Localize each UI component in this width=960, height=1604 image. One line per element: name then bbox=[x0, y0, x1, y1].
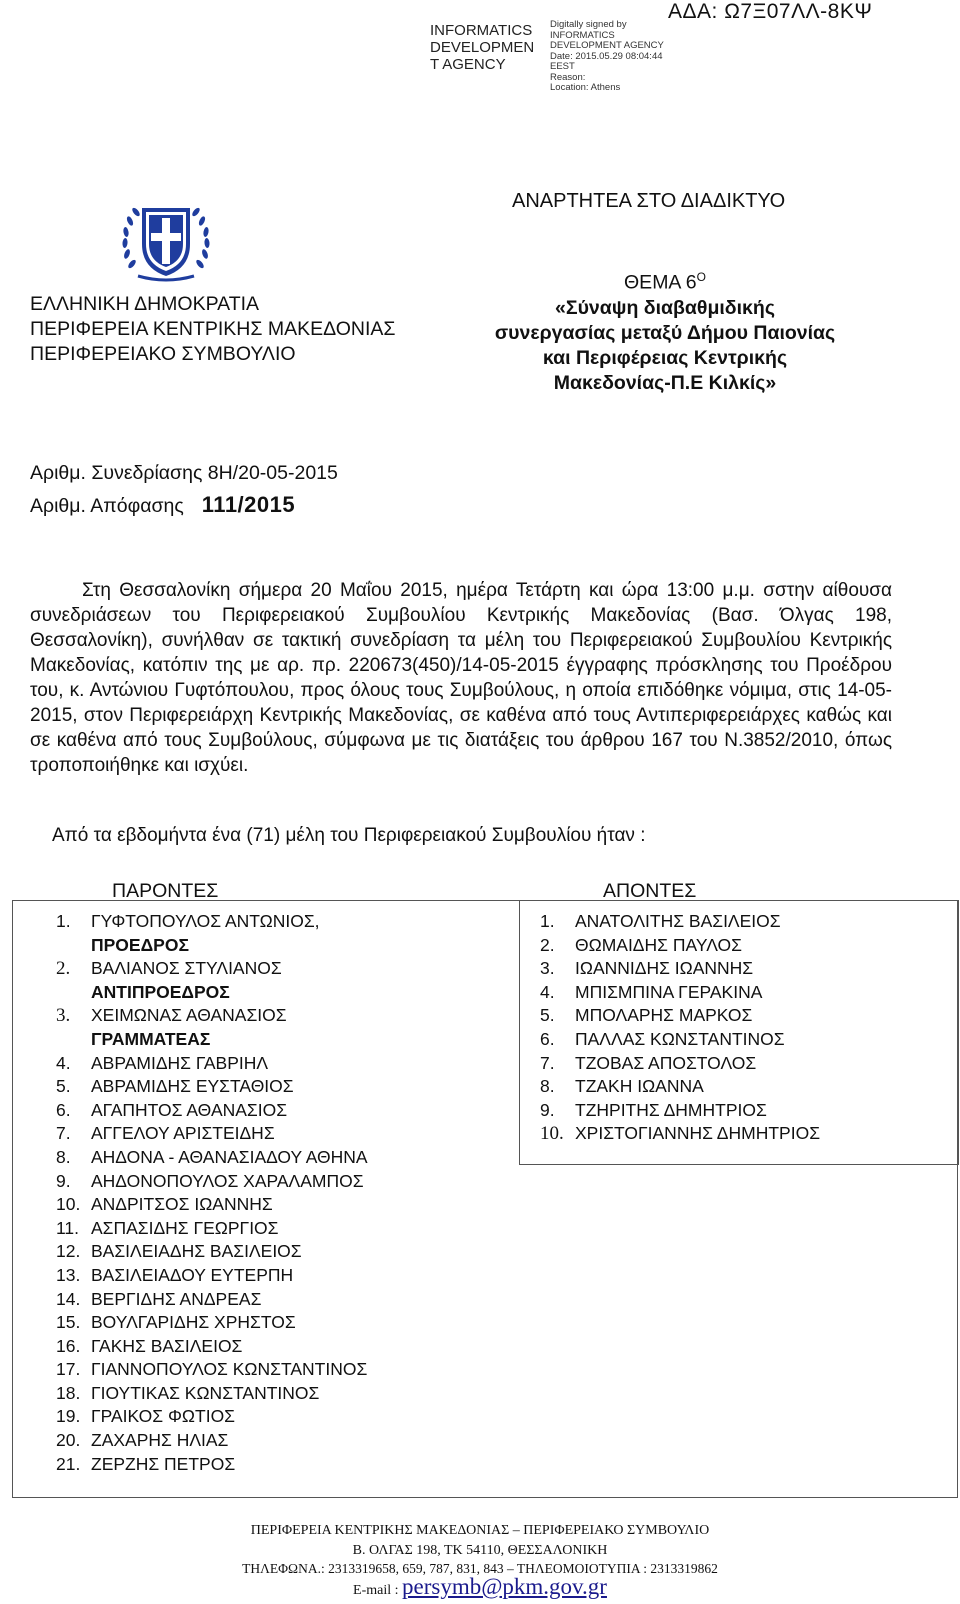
issuing-authority bbox=[30, 292, 395, 367]
member-name: ΑΒΡΑΜΙΔΗΣ ΓΑΒΡΙΗΛ bbox=[91, 1052, 269, 1073]
member-number: 10. bbox=[56, 1194, 81, 1215]
signature-details bbox=[550, 20, 685, 94]
present-member bbox=[56, 1004, 368, 1028]
decision-label: Αριθμ. Απόφασης bbox=[30, 495, 184, 517]
member-number: 15. bbox=[56, 1312, 81, 1333]
signature-detail-line: Digitally signed by bbox=[550, 19, 627, 30]
absent-member bbox=[540, 981, 820, 1005]
signature-name-line: INFORMATICS bbox=[430, 22, 533, 39]
present-member bbox=[56, 1170, 368, 1194]
present-member bbox=[56, 1288, 368, 1312]
present-member bbox=[56, 1335, 368, 1359]
absent-member bbox=[540, 1028, 820, 1052]
member-name: ΑΒΡΑΜΙΔΗΣ ΕΥΣΤΑΘΙΟΣ bbox=[91, 1076, 294, 1097]
member-number: 9. bbox=[540, 1099, 555, 1120]
member-name: ΓΑΚΗΣ ΒΑΣΙΛΕΙΟΣ bbox=[91, 1335, 243, 1356]
member-number: 2. bbox=[56, 958, 71, 980]
signature-detail-line: Date: 2015.05.29 08:04:44 bbox=[550, 50, 663, 62]
subject-title-line: συνεργασίας μεταξύ Δήμου Παιονίας bbox=[494, 321, 836, 344]
decision-meta bbox=[30, 458, 338, 522]
intro-text: Στη Θεσσαλονίκη σήμερα 20 Μαΐου 2015, ημέρα Τετάρτη και ώρα 13:00 μ.μ. σστην αίθουσα συνεδριάσεων του Περιφερειακού Συμβουλίου Κεντρικής Μακεδονίας (Βασ. Όλγας 198, Θεσσαλονίκη), συνήλθαν σε τακτική συνεδρίαση τα μέλη του Περιφερειακού Συμβουλίου Κεντρικής Μακεδονίας, κατόπιν της με αρ. πρ. 220673(450)/14-05-2015 έγγραφης πρόσκλησης του Προέδρου του, κ. Αντώνιου Γυφτόπουλου, προς όλους τους Συμβούλους, η οποία επιδόθηκε νόμιμα, στις 14-05-2015, στον Περιφερειάρχη Κεντρικής Μακεδονίας, σε καθένα από τους Αντιπεριφερειάρχες καθώς και σε καθένα από τους Συμβούλους, σύμφωνα με τις διατάξεις του άρθρου 167 του Ν.3852/2010, όπως τροποποιήθηκε και ισχύει. bbox=[30, 580, 892, 776]
absent-member bbox=[540, 1099, 820, 1123]
subject-title-line: «Σύναψη διαβαθμιδικής bbox=[555, 296, 775, 319]
absent-member bbox=[540, 910, 820, 934]
subject-title-line: Μακεδονίας-Π.Ε Κιλκίς» bbox=[553, 371, 777, 394]
member-name: ΧΡΙΣΤΟΓΙΑΝΝΗΣ ΔΗΜΗΤΡΙΟΣ bbox=[575, 1123, 821, 1144]
absent-member bbox=[540, 1122, 820, 1146]
authority-line: ΕΛΛΗΝΙΚΗ ΔΗΜΟΚΡΑΤΙΑ bbox=[30, 293, 260, 315]
post-notice: ΑΝΑΡΤΗΤΕΑ ΣΤΟ ΔΙΑΔΙΚΤΥΟ bbox=[512, 190, 786, 212]
member-number: 3. bbox=[56, 1005, 71, 1027]
member-name: ΑΗΔΟΝΟΠΟΥΛΟΣ ΧΑΡΑΛΑΜΠΟΣ bbox=[91, 1170, 364, 1191]
present-member bbox=[56, 1382, 368, 1406]
member-number: 8. bbox=[56, 1146, 71, 1167]
member-number: 14. bbox=[56, 1288, 81, 1309]
present-member bbox=[56, 1122, 368, 1146]
present-member bbox=[56, 957, 368, 981]
signature-detail-line: EEST bbox=[550, 61, 575, 72]
email-link[interactable]: persymb@pkm.gov.gr bbox=[402, 1574, 607, 1599]
intro-paragraph bbox=[30, 578, 892, 778]
member-number: 4. bbox=[56, 1052, 71, 1073]
member-number: 4. bbox=[540, 981, 555, 1002]
member-name: ΑΝΔΡΙΤΣΟΣ ΙΩΑΝΝΗΣ bbox=[91, 1194, 273, 1215]
signature-detail-line: DEVELOPMENT AGENCY bbox=[550, 40, 664, 51]
member-name: ΒΑΣΙΛΕΙΑΔΟΥ ΕΥΤΕΡΠΗ bbox=[91, 1264, 294, 1285]
signature-name-line: DEVELOPMEN bbox=[430, 39, 535, 56]
absent-member bbox=[540, 934, 820, 958]
member-name: ΓΥΦΤΟΠΟΥΛΟΣ ΑΝΤΩΝΙΟΣ, bbox=[91, 911, 320, 931]
present-member bbox=[56, 1075, 368, 1099]
present-member bbox=[56, 1405, 368, 1429]
member-number: 11. bbox=[56, 1217, 80, 1238]
member-name: ΤΖΗΡΙΤΗΣ ΔΗΜΗΤΡΙΟΣ bbox=[575, 1099, 767, 1120]
present-header: ΠΑΡΟΝΤΕΣ bbox=[112, 880, 219, 902]
signature-detail-line: Reason: bbox=[550, 71, 586, 83]
present-list bbox=[56, 910, 368, 1476]
member-number: 21. bbox=[56, 1453, 81, 1474]
member-name: ΖΕΡΖΗΣ ΠΕΤΡΟΣ bbox=[91, 1453, 236, 1474]
absent-member bbox=[540, 1075, 820, 1099]
member-name: ΜΠΙΣΜΠΙΝΑ ΓΕΡΑΚΙΝΑ bbox=[575, 981, 763, 1002]
member-number: 1. bbox=[56, 911, 71, 931]
subject-theme-label: ΘΕΜΑ 6 bbox=[624, 271, 697, 294]
absent-member bbox=[540, 957, 820, 981]
member-name: ΤΖΟΒΑΣ ΑΠΟΣΤΟΛΟΣ bbox=[575, 1052, 757, 1073]
member-name: ΒΑΣΙΛΕΙΑΔΗΣ ΒΑΣΙΛΕΙΟΣ bbox=[91, 1241, 302, 1262]
member-number: 18. bbox=[56, 1382, 81, 1403]
footer-address: Β. ΟΛΓΑΣ 198, ΤΚ 54110, ΘΕΣΣΑΛΟΝΙΚΗ bbox=[352, 1543, 608, 1558]
member-name: ΑΓΑΠΗΤΟΣ ΑΘΑΝΑΣΙΟΣ bbox=[91, 1099, 288, 1120]
ada-code: ΑΔΑ: Ω7Ξ07ΛΛ-8ΚΨ bbox=[668, 0, 873, 23]
present-member bbox=[56, 1311, 368, 1335]
member-number: 1. bbox=[540, 911, 555, 931]
subject-block bbox=[466, 265, 864, 396]
present-member bbox=[56, 1052, 368, 1076]
greek-emblem-icon bbox=[116, 194, 216, 286]
present-member bbox=[56, 1217, 368, 1241]
member-name: ΑΝΑΤΟΛΙΤΗΣ ΒΑΣΙΛΕΙΟΣ bbox=[575, 911, 781, 931]
present-member bbox=[56, 1264, 368, 1288]
member-name: ΠΑΛΛΑΣ ΚΩΝΣΤΑΝΤΙΝΟΣ bbox=[575, 1028, 785, 1049]
absent-member bbox=[540, 1052, 820, 1076]
member-number: 19. bbox=[56, 1406, 81, 1427]
member-number: 6. bbox=[56, 1099, 71, 1120]
present-member bbox=[56, 1358, 368, 1382]
member-number: 10. bbox=[540, 1123, 564, 1145]
authority-line: ΠΕΡΙΦΕΡΕΙΑ ΚΕΝΤΡΙΚΗΣ ΜΑΚΕΔΟΝΙΑΣ bbox=[30, 318, 396, 340]
decision-number: 111/2015 bbox=[201, 492, 296, 517]
member-number: 3. bbox=[540, 958, 555, 979]
email-label: E-mail : bbox=[353, 1583, 399, 1598]
members-count-line: Από τα εβδομήντα ένα (71) μέλη του Περιφερειακού Συμβουλίου ήταν : bbox=[52, 825, 646, 846]
member-number: 6. bbox=[540, 1028, 555, 1049]
member-number: 5. bbox=[56, 1076, 71, 1097]
member-name: ΒΕΡΓΙΔΗΣ ΑΝΔΡΕΑΣ bbox=[91, 1288, 262, 1309]
member-number: 12. bbox=[56, 1241, 81, 1262]
subject-theme-sup: Ο bbox=[696, 270, 706, 284]
signature-name bbox=[430, 22, 548, 73]
member-number: 16. bbox=[56, 1335, 81, 1356]
member-name: ΒΟΥΛΓΑΡΙΔΗΣ ΧΡΗΣΤΟΣ bbox=[91, 1312, 296, 1333]
subject-theme bbox=[466, 265, 864, 296]
session-number: Αριθμ. Συνεδρίασης 8Η/20-05-2015 bbox=[30, 462, 338, 484]
absent-list bbox=[540, 910, 820, 1146]
footer-phones: ΤΗΛΕΦΩΝΑ.: 2313319658, 659, 787, 831, 843 – ΤΗΛΕΟΜΟΙΟΤΥΠΙΑ : 2313319862 bbox=[242, 1561, 718, 1576]
member-name: ΑΗΔΟΝΑ - ΑΘΑΝΑΣΙΑΔΟΥ ΑΘΗΝΑ bbox=[91, 1146, 368, 1167]
footer-email-row bbox=[0, 1574, 960, 1600]
present-member bbox=[56, 1429, 368, 1453]
signature-detail-line: INFORMATICS bbox=[550, 29, 615, 41]
member-name: ΤΖΑΚΗ ΙΩΑΝΝΑ bbox=[575, 1076, 704, 1097]
member-number: 2. bbox=[540, 934, 555, 955]
member-name: ΙΩΑΝΝΙΔΗΣ ΙΩΑΝΝΗΣ bbox=[575, 958, 754, 979]
authority-line: ΠΕΡΙΦΕΡΕΙΑΚΟ ΣΥΜΒΟΥΛΙΟ bbox=[30, 343, 296, 365]
member-number: 7. bbox=[56, 1123, 71, 1144]
member-name: ΓΙΟΥΤΙΚΑΣ ΚΩΝΣΤΑΝΤΙΝΟΣ bbox=[91, 1382, 320, 1403]
member-role: ΠΡΟΕΔΡΟΣ bbox=[91, 934, 189, 955]
member-name: ΓΡΑΙΚΟΣ ΦΩΤΙΟΣ bbox=[91, 1406, 235, 1427]
member-number: 7. bbox=[540, 1052, 555, 1073]
member-number: 13. bbox=[56, 1264, 81, 1285]
footer-org: ΠΕΡΙΦΕΡΕΙΑ ΚΕΝΤΡΙΚΗΣ ΜΑΚΕΔΟΝΙΑΣ – ΠΕΡΙΦΕΡΕΙΑΚΟ ΣΥΜΒΟΥΛΙΟ bbox=[250, 1523, 710, 1538]
member-number: 20. bbox=[56, 1430, 81, 1451]
present-member bbox=[56, 1193, 368, 1217]
member-name: ΧΕΙΜΩΝΑΣ ΑΘΑΝΑΣΙΟΣ bbox=[91, 1005, 287, 1026]
member-name: ΘΩΜΑΙΔΗΣ ΠΑΥΛΟΣ bbox=[575, 934, 742, 955]
member-number: 5. bbox=[540, 1005, 555, 1026]
member-name: ΑΣΠΑΣΙΔΗΣ ΓΕΩΡΓΙΟΣ bbox=[91, 1217, 279, 1238]
present-member bbox=[56, 1453, 368, 1477]
present-member bbox=[56, 1146, 368, 1170]
absent-member bbox=[540, 1004, 820, 1028]
member-role: ΓΡΑΜΜΑΤΕΑΣ bbox=[91, 1028, 211, 1049]
member-name: ΑΓΓΕΛΟΥ ΑΡΙΣΤΕΙΔΗΣ bbox=[91, 1123, 275, 1144]
absent-header: ΑΠΟΝΤΕΣ bbox=[603, 880, 697, 902]
member-name: ΒΑΛΙΑΝΟΣ ΣΤΥΛΙΑΝΟΣ bbox=[91, 958, 282, 979]
present-member bbox=[56, 1099, 368, 1123]
member-number: 17. bbox=[56, 1359, 81, 1380]
member-role: ΑΝΤΙΠΡΟΕΔΡΟΣ bbox=[91, 981, 230, 1002]
member-number: 9. bbox=[56, 1170, 71, 1191]
subject-title-line: και Περιφέρειας Κεντρικής bbox=[542, 346, 788, 369]
signature-detail-line: Location: Athens bbox=[550, 82, 621, 93]
member-name: ΜΠΟΛΑΡΗΣ ΜΑΡΚΟΣ bbox=[575, 1005, 753, 1026]
present-member bbox=[56, 910, 368, 934]
member-number: 8. bbox=[540, 1076, 555, 1097]
signature-name-line: T AGENCY bbox=[430, 56, 506, 73]
present-member bbox=[56, 1240, 368, 1264]
member-name: ΖΑΧΑΡΗΣ ΗΛΙΑΣ bbox=[91, 1430, 229, 1451]
decision-row bbox=[30, 489, 338, 522]
member-name: ΓΙΑΝΝΟΠΟΥΛΟΣ ΚΩΝΣΤΑΝΤΙΝΟΣ bbox=[91, 1359, 368, 1380]
